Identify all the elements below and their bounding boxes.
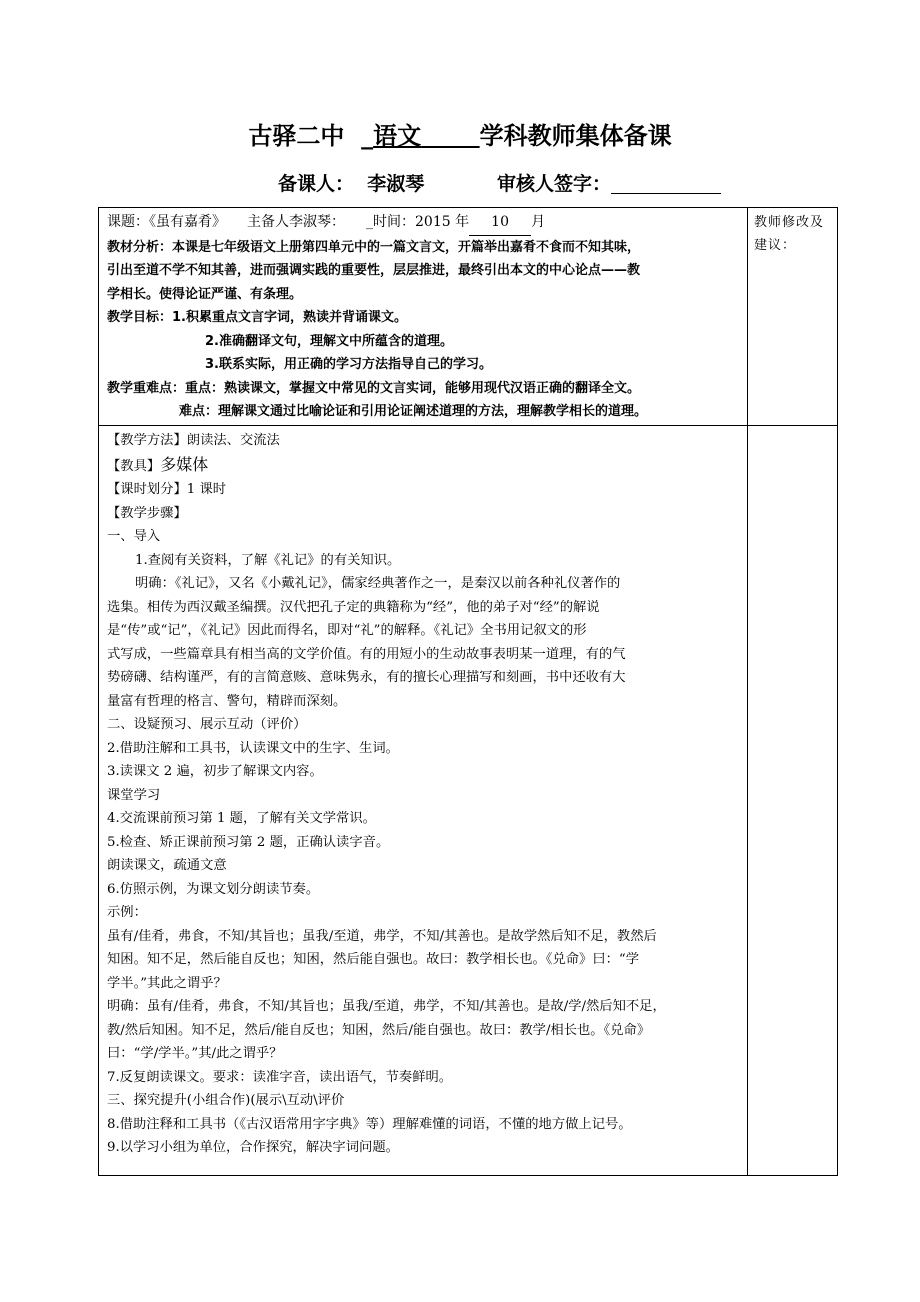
teacher-note-cell [748, 208, 838, 426]
teacher-note-label: 教师修改及建议： [754, 215, 825, 253]
step-1-heading: 一、导入 [107, 529, 161, 544]
subtitle [278, 168, 721, 200]
analysis-line-2: 引出至道不学不知其善，进而强调实践的重要性，层层推进，最终引出本文的中心论点——教 [107, 263, 641, 278]
step-2-item-5: 5.检查、矫正课前预习第 2 题，正确认读字音。 [107, 834, 390, 850]
page-title: 古驿二中 _语文 学科教师集体备课 [248, 122, 672, 150]
step-3-item-8: 8.借助注释和工具书（《古汉语常用字字典》等）理解难懂的词语，不懂的地方做上记号。 [107, 1116, 632, 1132]
example-line-2: 知困。知不足，然后能自反也；知困，然后能自强也。故曰：教学相长也。《兑命》曰：“学 [107, 952, 640, 967]
explain-line-3: 是“传”或“记”，《礼记》因此而得名，即对“礼”的解释。《礼记》全书用记叙文的形 [107, 623, 587, 638]
read-text-label: 朗读课文，疏通文意 [107, 858, 227, 873]
step-2-item-3: 3.读课文 2 遍，初步了解课文内容。 [107, 764, 323, 779]
key-points-line: 教学重难点：重点：熟读课文，掌握文中常见的文言实词，能够用现代汉语正确的翻译全文。 [107, 380, 641, 396]
example-line-1: 虽有/佳肴，弗食，不知/其旨也；虽我/至道，弗学，不知/其善也。是故学然后知不足，教然后 [107, 928, 657, 944]
explain-line-2: 选集。相传为西汉戴圣编撰。汉代把孔子定的典籍称为“经”，他的弟子对“经”的解说 [107, 599, 600, 615]
school-name: 古驿二中 [248, 122, 345, 150]
lesson-table [98, 207, 838, 1176]
step-2-item-4: 4.交流课前预习第 1 题，了解有关文学常识。 [107, 811, 376, 826]
step-2-item-7: 7.反复朗读课文。要求：读准字音，读出语气，节奏鲜明。 [107, 1069, 453, 1085]
explain-line-4: 式写成，一些篇章具有相当高的文学价值。有的用短小的生动故事表明某一道理，有的气 [107, 646, 626, 662]
step-3-item-9: 9.以学习小组为单位，合作探究，解决字词问题。 [107, 1140, 399, 1155]
example-line-3: 学半。”其此之谓乎？ [107, 975, 227, 991]
step-2-item-2: 2.借助注解和工具书，认读课文中的生字、生词。 [107, 740, 399, 756]
analysis-line-1: 教材分析：本课是七年级语文上册第四单元中的一篇文言文，开篇举出嘉肴不食而不知其味， [107, 239, 641, 255]
step-3-heading: 三、探究提升(小组合作)(展示\互动\评价 [107, 1093, 345, 1108]
goal-line-3: 3.联系实际，用正确的学习方法指导自己的学习。 [205, 357, 492, 372]
signature-line [611, 173, 721, 194]
tools-line: 【教具】多媒体 [107, 454, 209, 474]
answer-line-3: 曰：“学/学半。”其/此之谓乎？ [107, 1046, 283, 1061]
process-cell [99, 426, 748, 1176]
answer-line-2: 教/然后知困。知不足，然后/能自反也；知困，然后/能自强也。故曰：教学/相长也。《兑命》 [107, 1022, 651, 1038]
analysis-line-3: 学相长。使得论证严谨、有条理。 [107, 286, 303, 302]
title-suffix: 学科教师集体备课 [479, 122, 672, 150]
goal-line-2: 2.准确翻译文句，理解文中所蕴含的道理。 [205, 333, 453, 349]
difficult-points-line: 难点：理解课文通过比喻论证和引用论证阐述道理的方法，理解教学相长的道理。 [179, 404, 648, 419]
lesson-info-cell [99, 208, 748, 426]
month-value: 10 [469, 211, 531, 236]
explain-line-6: 量富有哲理的格言、警句，精辟而深刻。 [107, 693, 347, 709]
explain-line-5: 势磅礴、结构谨严，有的言简意赅、意味隽永，有的擅长心理描写和刻画，书中还收有大 [107, 670, 626, 685]
example-label: 示例： [107, 905, 147, 920]
explain-line-1: 明确：《礼记》，又名《小戴礼记》，儒家经典著作之一，是秦汉以前各种礼仪著作的 [135, 576, 621, 591]
preparer-label: 备课人： [278, 173, 355, 195]
method-line: 【教学方法】朗读法、交流法 [107, 433, 280, 448]
class-study-label: 课堂学习 [107, 787, 161, 803]
step-1-item-1: 1.查阅有关资料，了解《礼记》的有关知识。 [135, 552, 401, 568]
goal-line-1: 教学目标：1.积累重点文言字词，熟读并背诵课文。 [107, 310, 407, 325]
step-2-item-6: 6.仿照示例，为课文划分朗读节奏。 [107, 881, 320, 897]
reviewer-label: 审核人签字： [497, 173, 612, 195]
answer-line-1: 明确：虽有/佳肴，弗食，不知/其旨也；虽我/至道，弗学，不知/其善也。是故/学/然后知不足， [107, 999, 666, 1014]
topic-line: 课题：《虽有嘉肴》 主备人李淑琴： _时间：2015 年 10 月 [107, 211, 742, 236]
teacher-note-empty-cell [748, 426, 838, 1176]
time-line: 【课时划分】1 课时 [107, 482, 227, 497]
step-2-heading: 二、设疑预习、展示互动（评价） [107, 717, 307, 732]
steps-line: 【教学步骤】 [107, 505, 187, 521]
subject-name: 语文 [373, 122, 422, 150]
preparer-name: 李淑琴 [367, 173, 425, 195]
